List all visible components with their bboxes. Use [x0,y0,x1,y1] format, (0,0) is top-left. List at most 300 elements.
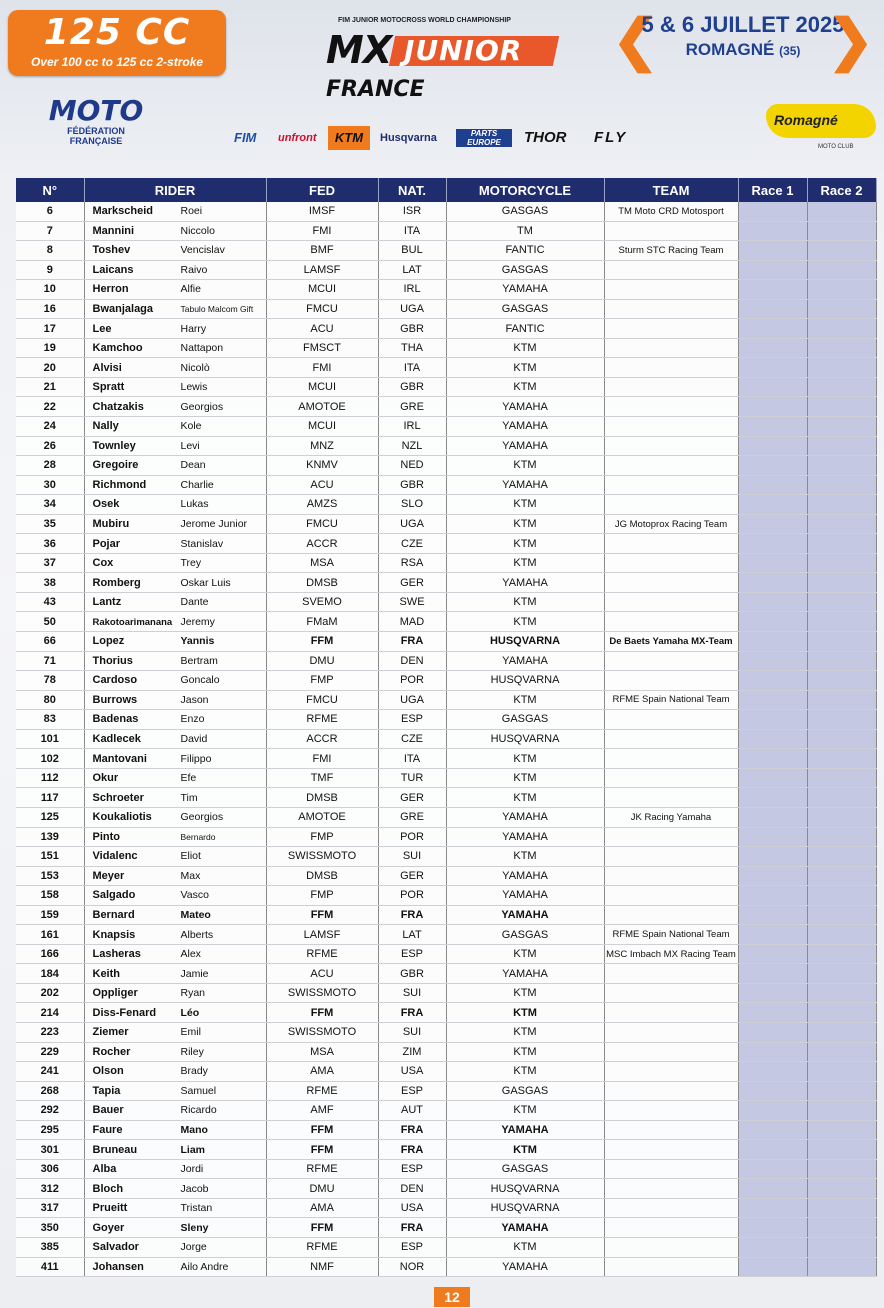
table-row [16,768,876,788]
table-row [16,729,876,749]
rider-first-name: Ryan [180,987,206,1000]
rider-number: 16 [16,299,84,319]
race1-result-cell [738,768,807,788]
race2-result-cell [807,807,876,827]
rider-last-name: Koukaliotis [92,811,152,824]
col-header-team: TEAM [604,178,738,202]
rider-nationality: DEN [378,1179,446,1199]
rider-last-name: Prueitt [92,1202,128,1215]
rider-last-name: Alba [92,1163,117,1176]
race1-result-cell [738,436,807,456]
race2-result-cell [807,475,876,495]
table-row [16,847,876,867]
rider-name [84,475,266,495]
rider-number: 223 [16,1022,84,1042]
rider-team [604,221,738,241]
table-row [16,788,876,808]
rider-federation: DMSB [266,788,378,808]
rider-first-name: Dante [180,596,209,609]
rider-motorcycle: GASGAS [446,925,604,945]
rider-team [604,280,738,300]
race2-result-cell [807,456,876,476]
table-row [16,1198,876,1218]
rider-nationality: FRA [378,1120,446,1140]
race2-result-cell [807,1062,876,1082]
rider-motorcycle: KTM [446,944,604,964]
rider-number: 35 [16,514,84,534]
race1-result-cell [738,749,807,769]
rider-first-name: Tabulo Malcom Gift [180,304,254,314]
rider-motorcycle: YAMAHA [446,866,604,886]
rider-first-name: Jamie [180,967,209,980]
rider-team [604,788,738,808]
rider-first-name: Alberts [180,928,214,941]
rider-team [604,338,738,358]
race1-result-cell [738,1237,807,1257]
race1-result-cell [738,573,807,593]
rider-nationality: RSA [378,553,446,573]
table-row [16,319,876,339]
rider-motorcycle: KTM [446,690,604,710]
rider-last-name: Lantz [92,596,122,609]
rider-federation: LAMSF [266,925,378,945]
rider-federation: FMCU [266,299,378,319]
rider-number: 306 [16,1159,84,1179]
rider-number: 10 [16,280,84,300]
rider-team [604,592,738,612]
rider-number: 66 [16,632,84,652]
rider-federation: AMOTOE [266,807,378,827]
rider-motorcycle: KTM [446,456,604,476]
rider-name [84,202,266,221]
rider-federation: FMP [266,827,378,847]
rider-name [84,417,266,437]
rider-name [84,397,266,417]
rider-team [604,1218,738,1238]
rider-federation: BMF [266,241,378,261]
rider-federation: FFM [266,632,378,652]
rider-name [84,768,266,788]
rider-name [84,690,266,710]
rider-motorcycle: HUSQVARNA [446,1179,604,1199]
rider-nationality: UGA [378,514,446,534]
rider-number: 292 [16,1101,84,1121]
table-row [16,221,876,241]
rider-federation: ACCR [266,729,378,749]
table-row [16,983,876,1003]
race2-result-cell [807,671,876,691]
rider-nationality: LAT [378,925,446,945]
rider-nationality: BUL [378,241,446,261]
table-row [16,436,876,456]
table-row [16,671,876,691]
race1-result-cell [738,1257,807,1277]
race1-result-cell [738,651,807,671]
race2-result-cell [807,1022,876,1042]
table-row [16,358,876,378]
championship-title: FIM JUNIOR MOTOCROSS WORLD CHAMPIONSHIP [338,17,511,24]
rider-team: TM Moto CRD Motosport [604,202,738,221]
rider-nationality: FRA [378,905,446,925]
race2-result-cell [807,612,876,632]
rider-name [84,964,266,984]
rider-nationality: THA [378,338,446,358]
rider-last-name: Bruneau [92,1143,138,1156]
rider-number: 158 [16,886,84,906]
rider-federation: FMI [266,749,378,769]
table-row [16,456,876,476]
rider-federation: ACCR [266,534,378,554]
rider-number: 80 [16,690,84,710]
rider-motorcycle: GASGAS [446,1159,604,1179]
rider-federation: FFM [266,1140,378,1160]
rider-name [84,866,266,886]
rider-nationality: CZE [378,729,446,749]
race1-result-cell [738,886,807,906]
race1-result-cell [738,1101,807,1121]
race1-result-cell [738,221,807,241]
race2-result-cell [807,847,876,867]
rider-first-name: Tim [180,791,198,804]
rider-name [84,1237,266,1257]
table-row [16,632,876,652]
rider-first-name: Trey [180,557,202,570]
table-row [16,553,876,573]
race1-result-cell [738,690,807,710]
rider-number: 30 [16,475,84,495]
table-row [16,1179,876,1199]
race2-result-cell [807,827,876,847]
rider-first-name: Enzo [180,713,205,726]
rider-federation: AMF [266,1101,378,1121]
rider-name [84,847,266,867]
rider-last-name: Salgado [92,889,136,902]
rider-last-name: Pinto [92,830,120,843]
rider-nationality: FRA [378,1140,446,1160]
rider-number: 153 [16,866,84,886]
rider-federation: MCUI [266,280,378,300]
rider-federation: ACU [266,964,378,984]
rider-nationality: GRE [378,807,446,827]
rider-number: 166 [16,944,84,964]
race2-result-cell [807,573,876,593]
col-header-motorcycle: MOTORCYCLE [446,178,604,202]
rider-name [84,729,266,749]
race2-result-cell [807,553,876,573]
rider-first-name: Georgios [180,400,224,413]
rider-first-name: Eliot [180,850,201,863]
rider-motorcycle: KTM [446,749,604,769]
rider-federation: FFM [266,1003,378,1023]
rider-name [84,827,266,847]
rider-motorcycle: YAMAHA [446,475,604,495]
event-date-box [612,6,874,76]
rider-name [84,1198,266,1218]
rider-name [84,1218,266,1238]
race2-result-cell [807,944,876,964]
rider-federation: FMaM [266,612,378,632]
race1-result-cell [738,202,807,221]
race2-result-cell [807,1159,876,1179]
rider-nationality: UGA [378,690,446,710]
rider-motorcycle: GASGAS [446,260,604,280]
rider-number: 295 [16,1120,84,1140]
rider-federation: FFM [266,1120,378,1140]
rider-motorcycle: YAMAHA [446,651,604,671]
rider-number: 317 [16,1198,84,1218]
rider-nationality: FRA [378,1003,446,1023]
rider-number: 21 [16,377,84,397]
race2-result-cell [807,221,876,241]
rider-first-name: Liam [180,1143,206,1156]
rider-number: 36 [16,534,84,554]
rider-federation: FMSCT [266,338,378,358]
table-row [16,397,876,417]
rider-nationality: USA [378,1062,446,1082]
rider-nationality: POR [378,671,446,691]
rider-first-name: Levi [180,439,200,452]
rider-last-name: Schroeter [92,791,144,804]
race2-result-cell [807,358,876,378]
rider-federation: RFME [266,1237,378,1257]
rider-team [604,475,738,495]
rider-last-name: Thorius [92,654,133,667]
rider-number: 17 [16,319,84,339]
rider-first-name: Brady [180,1065,208,1078]
rider-name [84,1003,266,1023]
race1-result-cell [738,592,807,612]
rider-motorcycle: KTM [446,847,604,867]
rider-nationality: AUT [378,1101,446,1121]
rider-federation: SVEMO [266,592,378,612]
rider-last-name: Goyer [92,1221,125,1234]
rider-name [84,319,266,339]
rider-first-name: Mano [180,1123,208,1136]
rider-last-name: Mubiru [92,518,130,531]
rider-nationality: POR [378,886,446,906]
rider-nationality: MAD [378,612,446,632]
rider-team: JG Motoprox Racing Team [604,514,738,534]
table-row [16,573,876,593]
rider-first-name: Jacob [180,1182,209,1195]
race1-result-cell [738,1081,807,1101]
rider-first-name: Jerome Junior [180,518,248,531]
rider-number: 43 [16,592,84,612]
rider-motorcycle: KTM [446,534,604,554]
rider-nationality: ESP [378,944,446,964]
rider-team [604,768,738,788]
rider-team [604,417,738,437]
event-place-dept: (35) [779,44,801,58]
race1-result-cell [738,710,807,730]
race2-result-cell [807,1179,876,1199]
table-row [16,866,876,886]
rider-name [84,573,266,593]
rider-number: 101 [16,729,84,749]
rider-last-name: Faure [92,1123,123,1136]
rider-number: 50 [16,612,84,632]
rider-name [84,944,266,964]
race2-result-cell [807,1120,876,1140]
rider-motorcycle: YAMAHA [446,807,604,827]
rider-first-name: Goncalo [180,674,220,687]
rider-federation: DMSB [266,573,378,593]
rider-nationality: FRA [378,632,446,652]
mx-logo-text: MX [326,28,392,72]
rider-last-name: Tapia [92,1084,121,1097]
table-row [16,475,876,495]
rider-team [604,710,738,730]
rider-nationality: GRE [378,397,446,417]
rider-nationality: SUI [378,983,446,1003]
rider-last-name: Romberg [92,576,141,589]
sponsor-fly-logo: FLY [594,129,628,146]
race1-result-cell [738,905,807,925]
race1-result-cell [738,827,807,847]
race2-result-cell [807,768,876,788]
rider-team [604,1081,738,1101]
rider-federation: MCUI [266,377,378,397]
table-row [16,1042,876,1062]
table-row [16,944,876,964]
rider-number: 241 [16,1062,84,1082]
rider-federation: SWISSMOTO [266,983,378,1003]
race2-result-cell [807,710,876,730]
rider-federation: FMI [266,358,378,378]
rider-motorcycle: YAMAHA [446,280,604,300]
rider-team [604,260,738,280]
rider-name [84,1062,266,1082]
rider-name [84,299,266,319]
rider-number: 159 [16,905,84,925]
rider-team [604,553,738,573]
rider-last-name: Olson [92,1065,124,1078]
rider-team [604,1179,738,1199]
rider-team: De Baets Yamaha MX-Team [604,632,738,652]
class-title: 125 CC [43,12,191,53]
table-row [16,1140,876,1160]
rider-name [84,592,266,612]
rider-last-name: Ziemer [92,1026,129,1039]
rider-number: 312 [16,1179,84,1199]
table-row [16,1218,876,1238]
table-row [16,299,876,319]
table-row [16,690,876,710]
rider-number: 9 [16,260,84,280]
race1-result-cell [738,1179,807,1199]
rider-name [84,905,266,925]
rider-first-name: Nicolò [180,361,210,374]
race2-result-cell [807,592,876,612]
rider-nationality: TUR [378,768,446,788]
rider-last-name: Markscheid [92,205,154,218]
rider-federation: ACU [266,475,378,495]
class-badge [8,10,226,76]
col-header-fed: FED [266,178,378,202]
rider-nationality: ITA [378,358,446,378]
rider-number: 37 [16,553,84,573]
rider-federation: FFM [266,905,378,925]
race1-result-cell [738,729,807,749]
table-row [16,1062,876,1082]
table-row [16,1120,876,1140]
race2-result-cell [807,1218,876,1238]
rider-team [604,1062,738,1082]
race2-result-cell [807,1257,876,1277]
race2-result-cell [807,260,876,280]
rider-team [604,299,738,319]
rider-team [604,847,738,867]
rider-team [604,729,738,749]
club-logo-sub: MOTO CLUB [818,144,854,150]
race1-result-cell [738,1062,807,1082]
race1-result-cell [738,1159,807,1179]
rider-team [604,495,738,515]
rider-first-name: Roei [180,205,203,218]
table-row [16,280,876,300]
sponsor-parts-europe-logo: PARTS EUROPE [456,129,512,147]
rider-motorcycle: KTM [446,592,604,612]
race1-result-cell [738,534,807,554]
rider-nationality: POR [378,827,446,847]
rider-first-name: Kole [180,420,202,433]
moto-club-logo [760,94,878,156]
race2-result-cell [807,1081,876,1101]
table-row [16,710,876,730]
rider-name [84,553,266,573]
event-place-name: ROMAGNÉ [685,40,775,59]
rider-nationality: ITA [378,749,446,769]
rider-motorcycle: HUSQVARNA [446,632,604,652]
rider-number: 28 [16,456,84,476]
race1-result-cell [738,807,807,827]
rider-name [84,358,266,378]
race1-result-cell [738,319,807,339]
rider-team [604,866,738,886]
rider-motorcycle: KTM [446,1022,604,1042]
race1-result-cell [738,671,807,691]
table-row [16,241,876,261]
rider-last-name: Bernard [92,908,135,921]
rider-federation: FMCU [266,514,378,534]
table-row [16,514,876,534]
rider-motorcycle: YAMAHA [446,905,604,925]
rider-first-name: Mateo [180,908,211,921]
rider-nationality: IRL [378,417,446,437]
rider-nationality: FRA [378,1218,446,1238]
rider-nationality: ITA [378,221,446,241]
rider-nationality: ESP [378,1159,446,1179]
race2-result-cell [807,280,876,300]
race1-result-cell [738,299,807,319]
race1-result-cell [738,944,807,964]
table-row [16,1081,876,1101]
rider-number: 301 [16,1140,84,1160]
rider-motorcycle: HUSQVARNA [446,1198,604,1218]
race1-result-cell [738,1218,807,1238]
rider-last-name: Bloch [92,1182,124,1195]
rider-nationality: GBR [378,319,446,339]
rider-federation: ACU [266,319,378,339]
rider-motorcycle: GASGAS [446,202,604,221]
rider-motorcycle: GASGAS [446,1081,604,1101]
rider-motorcycle: YAMAHA [446,397,604,417]
rider-federation: RFME [266,944,378,964]
rider-name [84,886,266,906]
race2-result-cell [807,495,876,515]
col-header-rider: RIDER [84,178,266,202]
race1-result-cell [738,260,807,280]
